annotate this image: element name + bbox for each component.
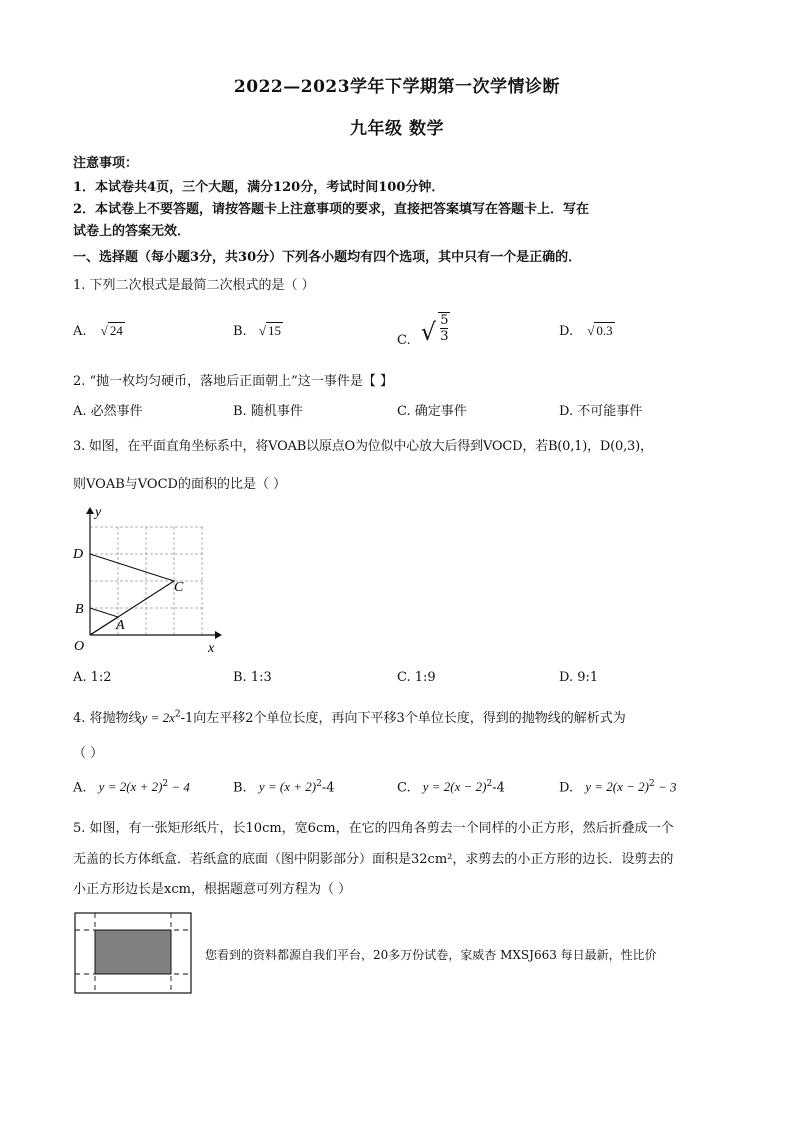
q1-d-value: 0.3 xyxy=(596,323,613,338)
q1-c-label: C. xyxy=(397,333,411,348)
notes-item-2a: 2．本试卷上不要答题，请按答题卡上注意事项的要求，直接把答案填写在答题卡上．写在 xyxy=(73,202,590,217)
q4-d-tail: − 3 xyxy=(654,779,677,795)
q3-option-b: B. 1:3 xyxy=(233,670,272,685)
q4-c-exp: 2 xyxy=(486,779,493,789)
q4-b-tail: -4 xyxy=(321,780,335,796)
section-1-heading: 一、选择题（每小题3分，共30分）下列各小题均有四个选项，其中只有一个是正确的． xyxy=(73,250,582,265)
q1-a-label: A. xyxy=(73,324,87,339)
q3-label-y: y xyxy=(95,505,102,520)
q1-b-value: 15 xyxy=(267,323,281,338)
q3-label-o: O xyxy=(74,639,85,654)
q5-line2: 无盖的长方体纸盒．若纸盒的底面（图中阴影部分）面积是32cm²，求剪去的小正方形的边长．设剪去的 xyxy=(73,852,674,867)
q3-y-arrow xyxy=(86,507,94,514)
q4-stem-exp: 2 xyxy=(174,709,181,720)
q1-stem: 1. 下列二次根式是最简二次根式的是（ ） xyxy=(73,278,315,293)
exam-title: 2022—2023学年下学期第一次学情诊断 xyxy=(233,77,561,97)
q1-option-a: A. √ 24 xyxy=(73,323,123,339)
q3-option-a: A. 1:2 xyxy=(73,670,112,685)
q3-grid xyxy=(90,527,205,635)
q1-b-label: B. xyxy=(233,324,247,339)
q3-coordinate-figure xyxy=(70,500,230,660)
q4-a-label: A. xyxy=(73,780,87,796)
q5-promo-text: 您看到的资料都源自我们平台，20多万份试卷，家威杏 MXSJ663 每日最新，性比价 xyxy=(205,948,657,962)
q3-label-b: B xyxy=(75,602,84,617)
q4-a-tail: − 4 xyxy=(168,779,190,795)
q2-stem: 2. “抛一枚均匀硬币，落地后正面朝上”这一事件是【 】 xyxy=(73,374,393,389)
q4-d-exp: 2 xyxy=(648,779,655,789)
notes-item-2b: 试卷上的答案无效． xyxy=(73,224,191,239)
q4-d-label: D. xyxy=(559,780,574,796)
q3-x-arrow xyxy=(215,631,222,639)
q4-c-expr: y = 2(x − 2) xyxy=(422,779,487,795)
q3-label-d: D xyxy=(73,547,84,562)
q4-option-a xyxy=(73,779,190,795)
q2-option-c: C. 确定事件 xyxy=(397,404,467,419)
q3-label-a: A xyxy=(116,618,125,633)
q3-triangle-ocd xyxy=(90,554,174,635)
q4-c-label: C. xyxy=(397,780,411,796)
q1-c-den: 3 xyxy=(440,329,449,344)
q4-b-label: B. xyxy=(233,780,247,796)
q3-label-c: C xyxy=(174,580,184,595)
q4-stem-line2: （ ） xyxy=(73,746,104,761)
q1-option-d: D. √ 0.3 xyxy=(559,323,613,339)
q3-option-d: D. 9:1 xyxy=(559,670,599,685)
notes-heading: 注意事项： xyxy=(73,156,139,171)
q4-stem xyxy=(73,707,626,726)
q4-option-b xyxy=(233,779,334,795)
q3-stem-line1: 3. 如图，在平面直角坐标系中，将VOAB以原点O为位似中心放大后得到VOCD，若B(0,1)，D(0,3)， xyxy=(73,439,653,454)
q5-rectangle-figure xyxy=(74,912,194,996)
q2-option-d: D. 不可能事件 xyxy=(559,404,643,419)
q3-label-x: x xyxy=(208,641,215,656)
q5-line3: 小正方形边长是xcm，根据题意可列方程为（ ） xyxy=(73,882,352,897)
q4-stem-pre: 4. 将抛物线 xyxy=(73,711,142,726)
q2-option-a: A. 必然事件 xyxy=(73,404,143,419)
q2-option-b: B. 随机事件 xyxy=(233,404,303,419)
q4-b-expr: y = (x + 2) xyxy=(258,779,317,795)
q3-stem-line2: 则VOAB与VOCD的面积的比是（ ） xyxy=(73,477,287,492)
q1-a-value: 24 xyxy=(109,323,123,338)
q5-shaded-base xyxy=(95,930,171,974)
q4-stem-func: y = 2x xyxy=(141,710,175,725)
q4-d-expr: y = 2(x − 2) xyxy=(585,779,649,795)
q1-d-label: D. xyxy=(559,324,574,339)
q4-a-expr: y = 2(x + 2) xyxy=(98,779,163,795)
q1-option-b: B. √ 15 xyxy=(233,323,281,339)
q4-a-exp: 2 xyxy=(162,779,169,789)
q1-c-num: 5 xyxy=(440,313,449,328)
q3-triangle-oab xyxy=(90,608,118,635)
q4-option-d xyxy=(559,779,677,795)
q1-option-c: C. √ $\frac{5}{3}$ xyxy=(397,313,449,348)
notes-item-1: 1．本试卷共4页，三个大题，满分120分，考试时间100分钟． xyxy=(73,180,445,195)
q4-option-c xyxy=(397,779,505,795)
q5-line1: 5. 如图，有一张矩形纸片，长10cm，宽6cm，在它的四角各剪去一个同样的小正方形，然后折叠成一个 xyxy=(73,821,674,836)
q4-c-tail: -4 xyxy=(492,780,505,796)
q3-option-c: C. 1:9 xyxy=(397,670,436,685)
q4-b-exp: 2 xyxy=(316,779,322,789)
q4-stem-post: -1向左平移2个单位长度，再向下平移3个单位长度，得到的抛物线的解析式为 xyxy=(180,711,626,726)
exam-subtitle: 九年级 数学 xyxy=(350,119,444,139)
